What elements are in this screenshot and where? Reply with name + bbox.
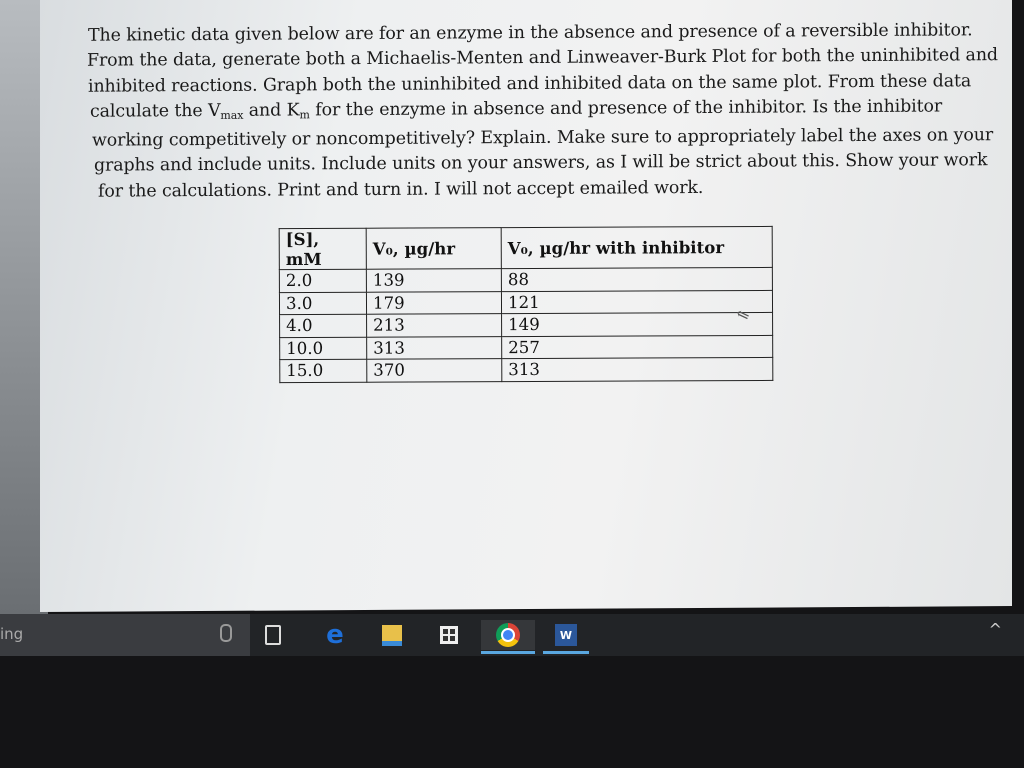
text-span: for the enzyme in absence and presence of the inhibitor. Is the inhibitor (309, 96, 943, 121)
cell-v0: 370 (367, 359, 502, 382)
chevron-up-icon[interactable]: ^ (988, 620, 1002, 639)
taskbar (0, 614, 1024, 656)
table-row (280, 312, 773, 337)
chrome-icon[interactable] (481, 620, 535, 650)
text-span: working competitively or noncompetitively? Explain. Make sure to appropriately label the axes on your (92, 125, 994, 151)
table-row (280, 335, 773, 360)
kinetic-data-table (279, 226, 774, 383)
table-row (280, 357, 773, 382)
search-text: ing (0, 625, 24, 643)
subscript-m: m (299, 108, 310, 122)
cell-substrate: 10.0 (280, 337, 367, 360)
store-icon[interactable] (429, 620, 469, 650)
edge-icon[interactable]: e (326, 620, 344, 650)
cell-v0-inhibitor: 149 (502, 312, 773, 336)
table-row (279, 267, 772, 292)
text-span: calculate the V (90, 100, 221, 122)
active-indicator (543, 651, 589, 654)
mouse-pointer-icon: ⇖ (733, 303, 753, 326)
file-explorer-icon[interactable] (372, 620, 412, 650)
assignment-text (88, 18, 998, 205)
text-span: From the data, generate both a Michaelis-Menten and Linweaver-Burk Plot for both the uninhibited and (87, 45, 998, 72)
table-header-row (279, 226, 772, 269)
cell-v0-inhibitor: 88 (501, 267, 772, 291)
cell-substrate: 3.0 (279, 292, 366, 315)
cell-v0: 179 (366, 291, 501, 314)
active-indicator (481, 651, 535, 654)
header-v0: V₀, µg/hr (366, 228, 501, 270)
microphone-icon[interactable] (220, 624, 232, 642)
text-span: inhibited reactions. Graph both the uninhibited and inhibited data on the same plot. From these data (88, 70, 972, 97)
text-span: and K (243, 100, 300, 121)
cell-v0: 213 (367, 314, 502, 337)
cell-substrate: 2.0 (279, 269, 366, 292)
search-box[interactable] (0, 614, 250, 656)
header-v0-inhibitor: V₀, µg/hr with inhibitor (501, 226, 772, 268)
table-row (279, 290, 772, 315)
cell-v0-inhibitor: 313 (502, 357, 773, 381)
header-substrate: [S], mM (279, 228, 366, 269)
task-view-icon[interactable] (253, 620, 293, 650)
cell-substrate: 4.0 (280, 314, 367, 337)
cell-v0: 313 (367, 336, 502, 359)
cell-v0-inhibitor: 257 (502, 335, 773, 359)
subscript-max: max (220, 108, 244, 122)
text-span: for the calculations. Print and turn in. I will not accept emailed work. (98, 177, 704, 202)
cell-v0-inhibitor: 121 (501, 290, 772, 314)
text-span: The kinetic data given below are for an enzyme in the absence and presence of a reversible inhibitor. (88, 20, 973, 46)
word-icon[interactable]: W (543, 620, 589, 650)
cell-v0: 139 (366, 269, 501, 292)
text-span: graphs and include units. Include units on your answers, as I will be strict about this. Show your work (94, 150, 988, 177)
text-line (98, 174, 998, 205)
cell-substrate: 15.0 (280, 359, 367, 382)
